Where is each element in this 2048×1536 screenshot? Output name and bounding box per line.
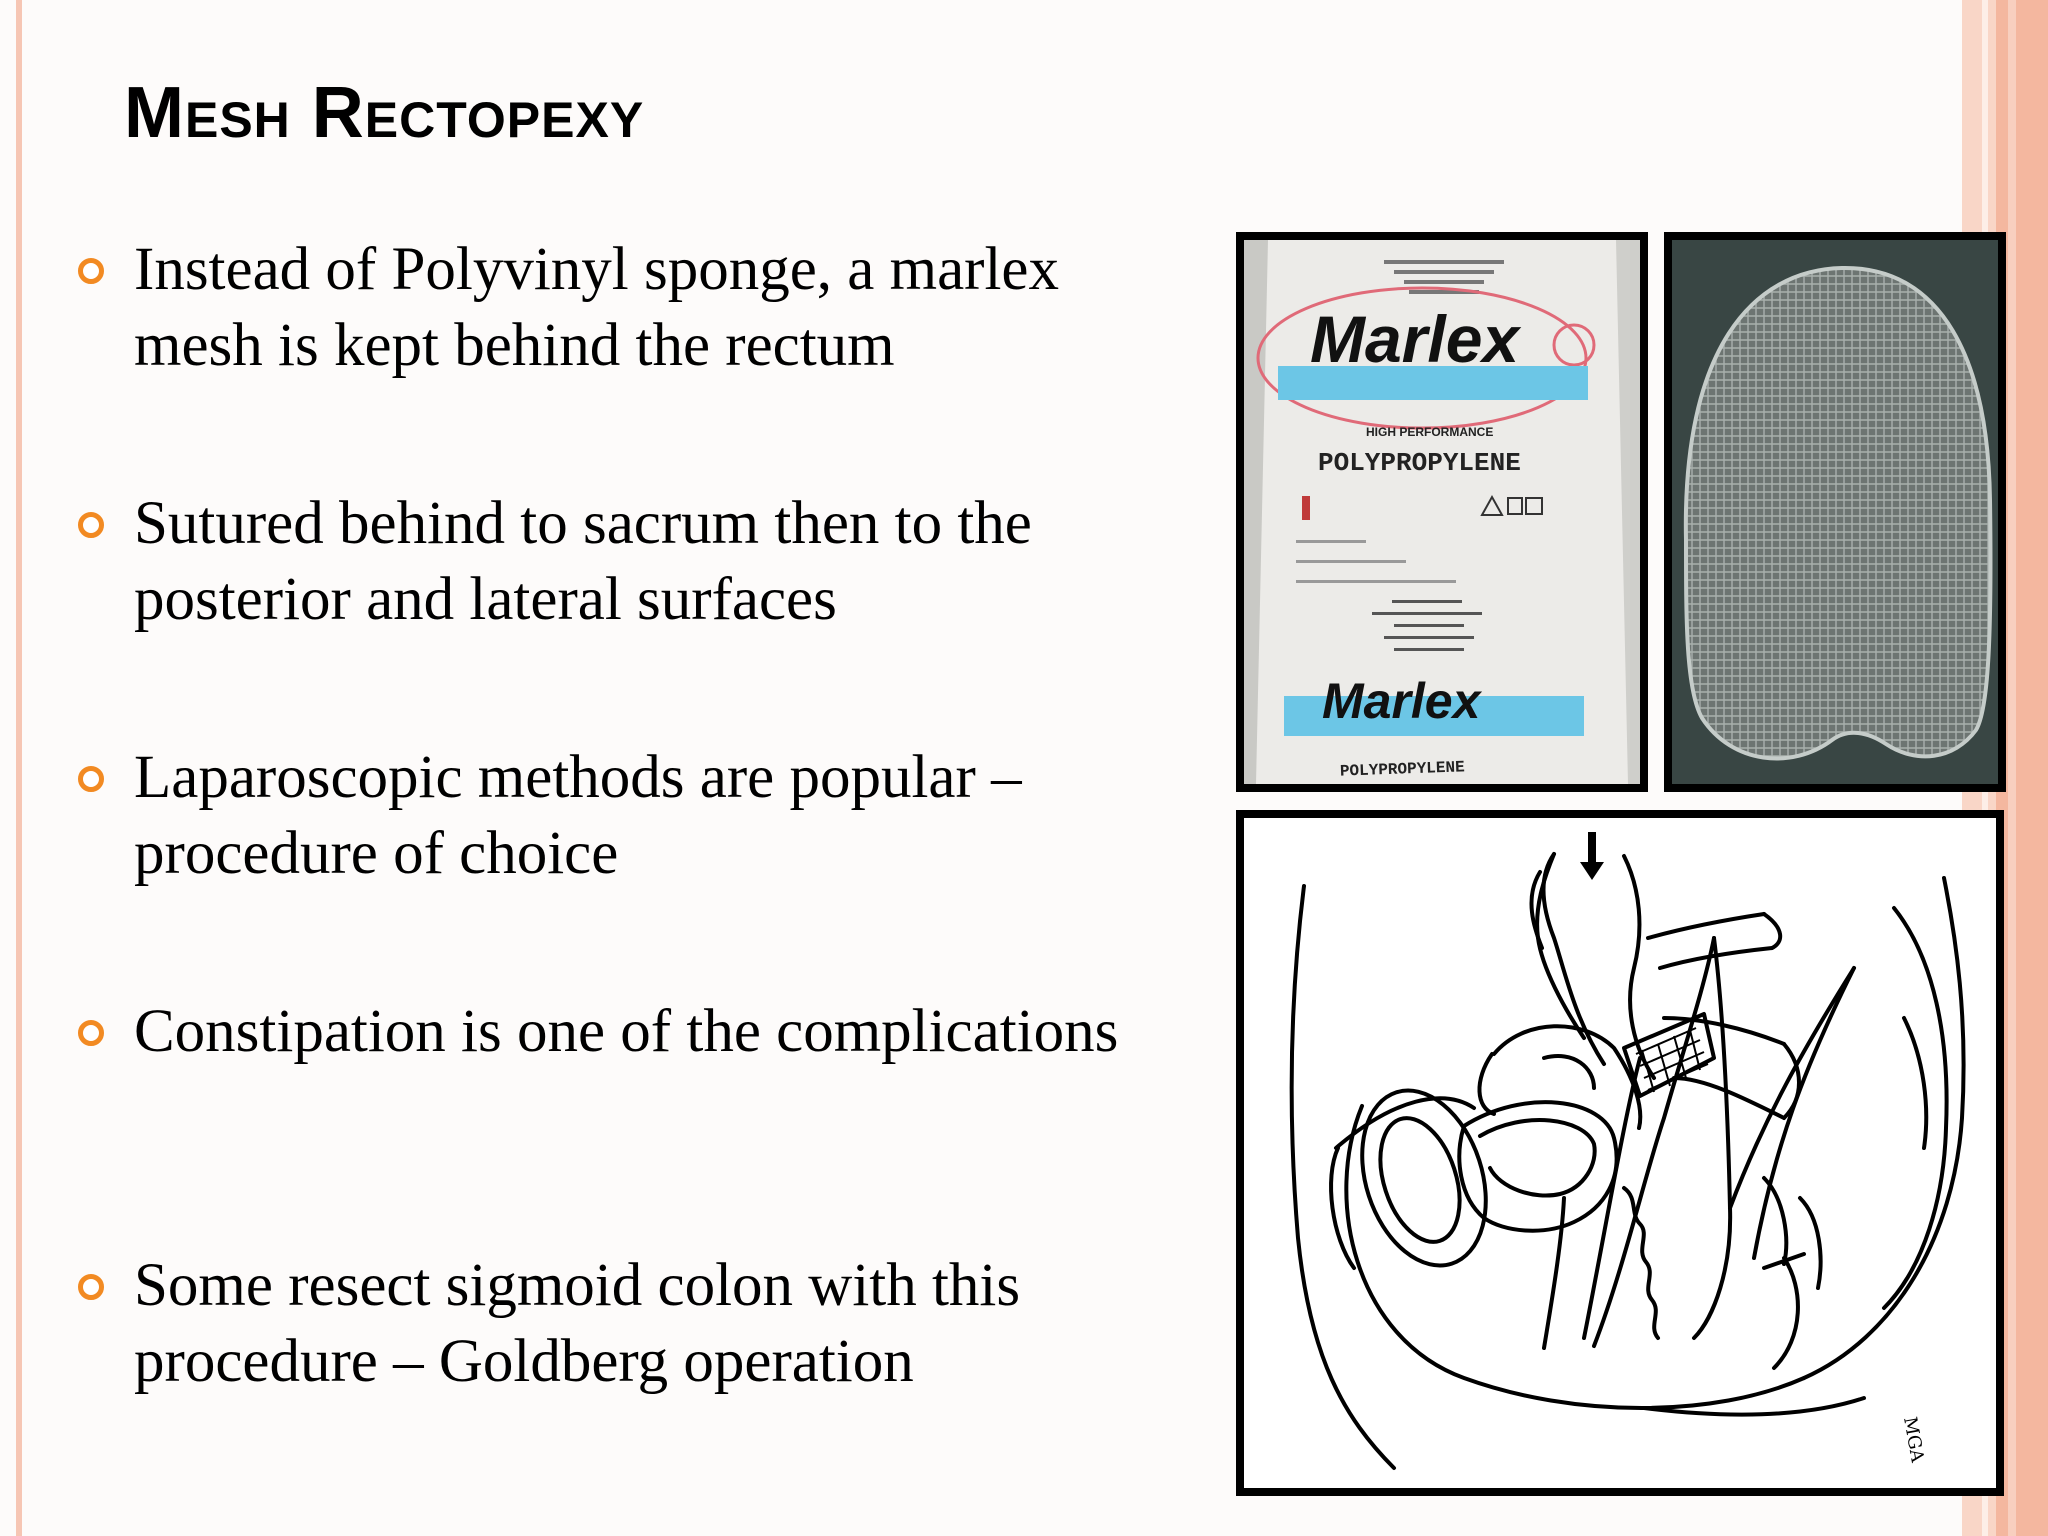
svg-text:MGA: MGA xyxy=(1899,1415,1928,1464)
slide-title: Mesh Rectopexy xyxy=(124,73,645,153)
bag-product-name-bottom: POLYPROPYLENE xyxy=(1339,758,1465,781)
bullet-item xyxy=(70,1248,1190,1502)
mesh-photo xyxy=(1664,232,2006,792)
bag-brand-top: Marlex xyxy=(1310,302,1520,376)
bullet-marker-icon xyxy=(78,1020,104,1046)
bullet-text: Some resect sigmoid colon with this procedure – Goldberg operation xyxy=(134,1252,1021,1395)
rectopexy-diagram-image xyxy=(1244,818,1996,1488)
bullet-item xyxy=(70,994,1190,1248)
bullet-text: Sutured behind to sacrum then to the posterior and lateral surfaces xyxy=(134,490,1032,633)
bullet-marker-icon xyxy=(78,766,104,792)
bullet-item xyxy=(70,740,1190,994)
bullet-item xyxy=(70,486,1190,740)
rectopexy-line-drawing xyxy=(1244,818,1996,1488)
mesh-illustration xyxy=(1672,240,1998,784)
left-decorative-rule xyxy=(16,0,22,1536)
bullet-marker-icon xyxy=(78,1274,104,1300)
rectopexy-diagram xyxy=(1236,810,2004,1496)
marlex-bag-illustration xyxy=(1244,240,1640,784)
mesh-image xyxy=(1672,240,1998,784)
bullet-text: Constipation is one of the complications xyxy=(134,998,1119,1065)
bullet-item xyxy=(70,232,1190,486)
bullet-list xyxy=(70,232,1190,1502)
marlex-bag-image xyxy=(1244,240,1640,784)
bullet-marker-icon xyxy=(78,512,104,538)
right-decorative-band-stripe xyxy=(2008,0,2016,1536)
bullet-marker-icon xyxy=(78,258,104,284)
bag-product-name: POLYPROPYLENE xyxy=(1318,448,1521,478)
bag-brand-bottom: Marlex xyxy=(1322,673,1481,729)
marlex-bag-photo xyxy=(1236,232,1648,792)
bag-subtitle: HIGH PERFORMANCE xyxy=(1366,425,1494,439)
bullet-text: Laparoscopic methods are popular – procedure of choice xyxy=(134,744,1022,887)
bullet-text: Instead of Polyvinyl sponge, a marlex mesh is kept behind the rectum xyxy=(134,236,1059,379)
